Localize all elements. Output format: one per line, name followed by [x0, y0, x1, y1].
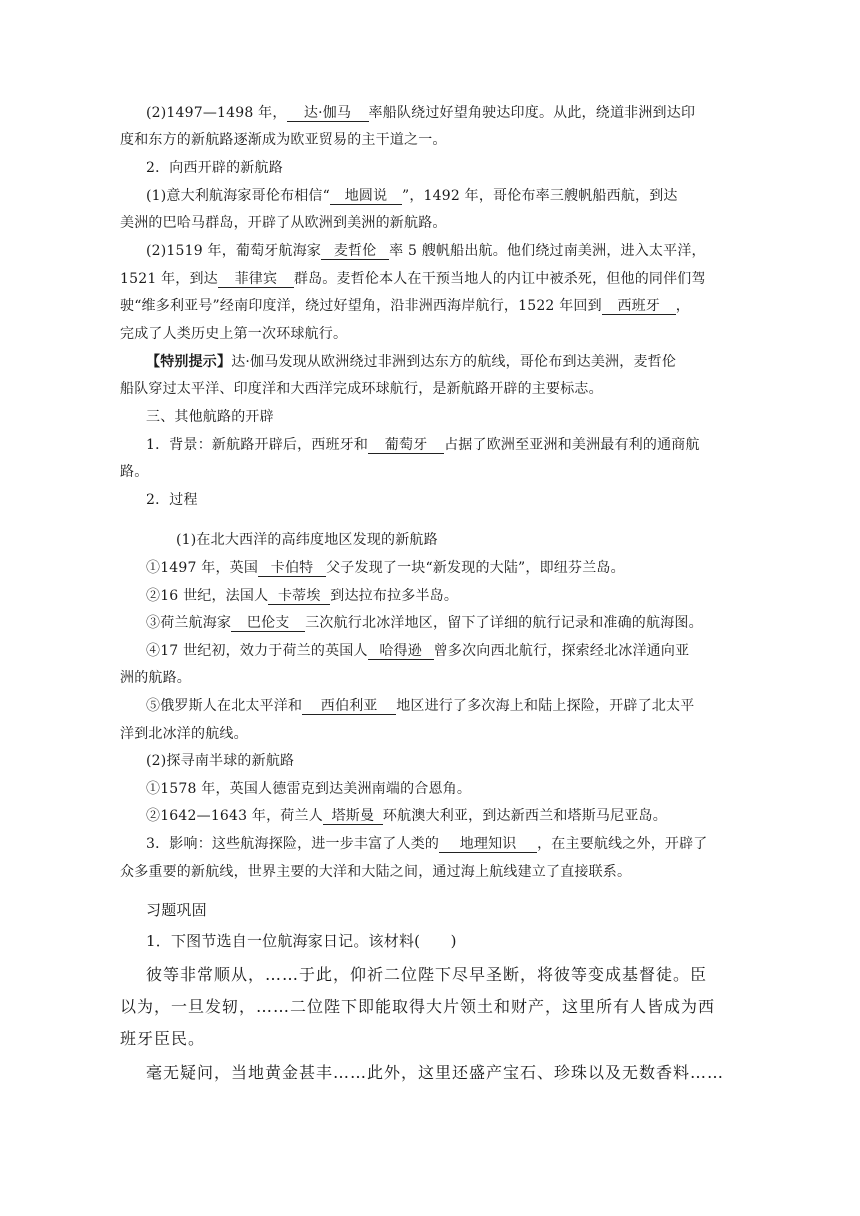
- quote-line: 彼等非常顺从，……于此，仰祈二位陛下尽早圣断，将彼等变成基督徒。臣: [146, 965, 708, 984]
- text-line: 2．过程: [146, 492, 198, 508]
- fill-blank-answer: 达·伽马: [287, 105, 369, 122]
- fill-blank-answer: 西伯利亚: [302, 698, 396, 715]
- text-line: 船队穿过太平洋、印度洋和大西洋完成环球航行，是新航路开辟的主要标志。: [120, 381, 603, 397]
- exercise-heading: 习题巩固: [146, 901, 207, 919]
- text-line: (2)1519 年，葡萄牙航海家 麦哲伦 率 5 艘帆船出航。他们绕过南美洲，进入太平洋，: [146, 243, 706, 259]
- fill-blank-answer: 麦哲伦: [321, 243, 389, 260]
- text-line: ③荷兰航海家 巴伦支 三次航行北冰洋地区，留下了详细的航行记录和准确的航海图。: [146, 615, 703, 631]
- text-line: ①1497 年，英国 卡伯特 父子发现了一块“新发现的大陆”，即纽芬兰岛。: [146, 560, 625, 576]
- text-line: ②1642—1643 年，荷兰人 塔斯曼 环航澳大利亚，到达新西兰和塔斯马尼亚岛。: [146, 808, 667, 824]
- text-line: (2)1497—1498 年， 达·伽马 率船队绕过好望角驶达印度。从此，绕道非洲到达印: [146, 105, 696, 121]
- text-line: 1．背景：新航路开辟后，西班牙和 葡萄牙 占据了欧洲至亚洲和美洲最有利的通商航: [146, 437, 700, 453]
- text-line: 1521 年，到达 菲律宾 群岛。麦哲伦本人在干预当地人的内讧中被杀死，但他的同伴们驾: [120, 271, 706, 287]
- text-line: 3．影响：这些航海探险，进一步丰富了人类的 地理知识 ，在主要航线之外，开辟了: [146, 836, 708, 852]
- fill-blank-answer: 菲律宾: [218, 271, 294, 288]
- text-line: 洲的航路。: [120, 670, 191, 686]
- text-line: ⑤俄罗斯人在北太平洋和 西伯利亚 地区进行了多次海上和陆上探险，开辟了北太平: [146, 698, 695, 714]
- text-line: 驶“维多利亚号”经南印度洋，绕过好望角，沿非洲西海岸航行，1522 年回到 西班牙 ，: [120, 298, 690, 314]
- fill-blank-answer: 巴伦支: [231, 615, 305, 632]
- question-stem: 1．下图节选自一位航海家日记。该材料( ): [146, 932, 457, 950]
- section-heading: 三、其他航路的开辟: [146, 409, 274, 425]
- text-line: 众多重要的新航线，世界主要的大洋和大陆之间，通过海上航线建立了直接联系。: [120, 864, 632, 880]
- section-heading: 2．向西开辟的新航路: [146, 160, 283, 176]
- text-line: (2)探寻南半球的新航路: [146, 753, 295, 769]
- special-tip-label: 【特别提示】: [146, 354, 232, 370]
- fill-blank-answer: 地理知识: [439, 836, 537, 853]
- fill-blank-answer: 卡伯特: [258, 560, 326, 577]
- text-line: (1)在北大西洋的高纬度地区发现的新航路: [176, 532, 438, 548]
- text-line: ①1578 年，英国人德雷克到达美洲南端的合恩角。: [146, 781, 472, 797]
- text-line: 路。: [120, 464, 149, 480]
- fill-blank-answer: 葡萄牙: [368, 437, 444, 454]
- special-tip: 【特别提示】达·伽马发现从欧洲绕过非洲到达东方的航线，哥伦布到达美洲，麦哲伦: [146, 354, 677, 370]
- text-line: 美洲的巴哈马群岛，开辟了从欧洲到美洲的新航路。: [120, 215, 447, 231]
- quote-line: 班牙臣民。: [120, 1029, 206, 1048]
- fill-blank-answer: 地圆说: [330, 188, 402, 205]
- text-line: 完成了人类历史上第一次环球航行。: [120, 326, 348, 342]
- quote-line: 毫无疑问，当地黄金甚丰……此外，这里还盛产宝石、珍珠以及无数香料……: [146, 1063, 725, 1082]
- text-line: ④17 世纪初，效力于荷兰的英国人 哈得逊 曾多次向西北航行，探索经北冰洋通向亚: [146, 643, 690, 659]
- text-line: 洋到北冰洋的航线。: [120, 726, 248, 742]
- fill-blank-answer: 哈得逊: [368, 643, 434, 660]
- fill-blank-answer: 塔斯曼: [323, 808, 383, 825]
- fill-blank-answer: 卡蒂埃: [268, 588, 330, 605]
- quote-line: 以为，一旦发轫，……二位陛下即能取得大片领土和财产，这里所有人皆成为西: [120, 997, 716, 1016]
- text-line: (1)意大利航海家哥伦布相信“ 地圆说 ”，1492 年，哥伦布率三艘帆船西航，到达: [146, 188, 678, 204]
- text-line: ②16 世纪，法国人 卡蒂埃 到达拉布拉多半岛。: [146, 588, 459, 604]
- fill-blank-answer: 西班牙: [602, 298, 676, 315]
- text-line: 度和东方的新航路逐渐成为欧亚贸易的主干道之一。: [120, 132, 447, 148]
